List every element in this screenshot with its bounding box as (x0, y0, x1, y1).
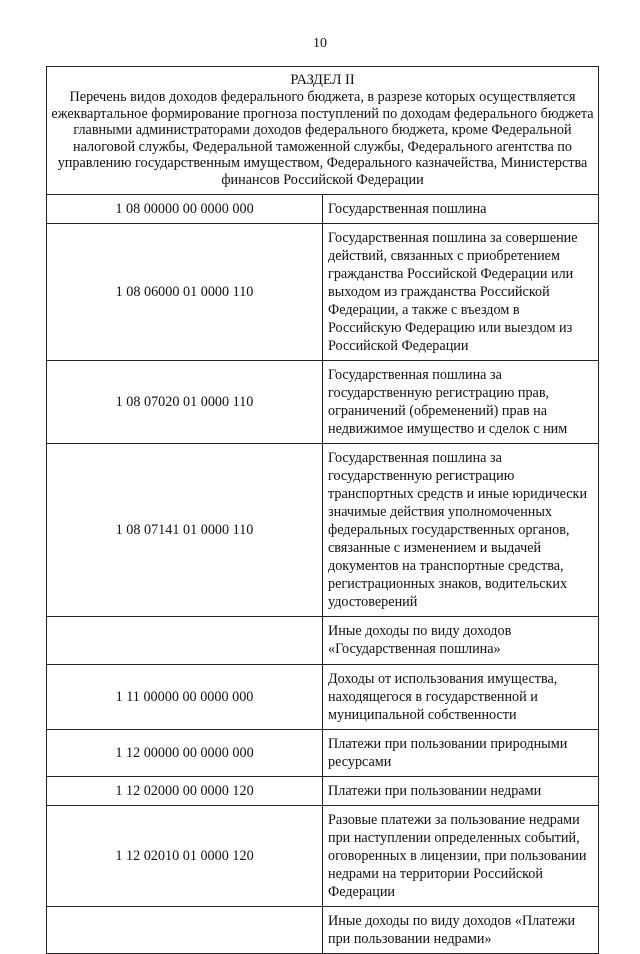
table-row (47, 443, 599, 616)
revenue-code (47, 616, 323, 664)
page-number: 10 (313, 36, 327, 51)
revenue-name: Платежи при пользовании недрами (323, 776, 599, 805)
section-description: Перечень видов доходов федерального бюджета, в разрезе которых осуществляется ежеквартальное формирование прогноза поступлений по доходам федерального бюджета главными администраторами доходов федерального бюджета, кроме Федеральной налоговой службы, Федеральной таможенной службы, Федерального агентства по управлению государственным имуществом, Федерального казначейства, Министерства финансов Российской Федерации (51, 89, 594, 188)
revenue-name: Иные доходы по виду доходов «Государственная пошлина» (323, 616, 599, 664)
revenue-code: 1 08 06000 01 0000 110 (47, 223, 323, 360)
revenue-name: Доходы от использования имущества, находящегося в государственной и муниципальной собственности (323, 664, 599, 729)
table-row (47, 776, 599, 805)
table-row (47, 906, 599, 953)
revenue-name: Платежи при пользовании природными ресурсами (323, 729, 599, 776)
table-header-row (47, 67, 599, 195)
table-row (47, 805, 599, 906)
revenue-name: Государственная пошлина за государственную регистрацию транспортных средств и иные юридически значимые действия уполномоченных федеральных государственных органов, связанные с изменением и выдачей документов на транспортные средства, регистрационных знаков, водительских удостоверений (323, 443, 599, 616)
revenue-code: 1 08 07020 01 0000 110 (47, 360, 323, 443)
revenue-code: 1 12 02000 00 0000 120 (47, 776, 323, 805)
revenue-name: Государственная пошлина (323, 194, 599, 223)
revenue-code (47, 906, 323, 953)
table-row (47, 360, 599, 443)
table-row (47, 616, 599, 664)
revenue-name: Государственная пошлина за совершение действий, связанных с приобретением гражданства Российской Федерации или выходом из гражданства Российской Федерации, а также с въездом в Российскую Федерацию или выездом из Российской Федерации (323, 223, 599, 360)
table-row (47, 664, 599, 729)
revenue-name: Государственная пошлина за государственную регистрацию прав, ограничений (обременений) прав на недвижимое имущество и сделок с ним (323, 360, 599, 443)
table-row (47, 729, 599, 776)
revenue-code: 1 08 00000 00 0000 000 (47, 194, 323, 223)
revenue-code: 1 12 00000 00 0000 000 (47, 729, 323, 776)
table-row (47, 223, 599, 360)
revenue-name: Разовые платежи за пользование недрами при наступлении определенных событий, оговоренных в лицензии, при пользовании недрами на территории Российской Федерации (323, 805, 599, 906)
revenue-code: 1 12 02010 01 0000 120 (47, 805, 323, 906)
revenue-name: Иные доходы по виду доходов «Платежи при пользовании недрами» (323, 906, 599, 953)
revenue-code: 1 11 00000 00 0000 000 (47, 664, 323, 729)
revenue-table (46, 66, 599, 954)
table-row (47, 194, 599, 223)
section-header (47, 67, 599, 195)
revenue-code: 1 08 07141 01 0000 110 (47, 443, 323, 616)
section-title: РАЗДЕЛ II (290, 72, 355, 88)
